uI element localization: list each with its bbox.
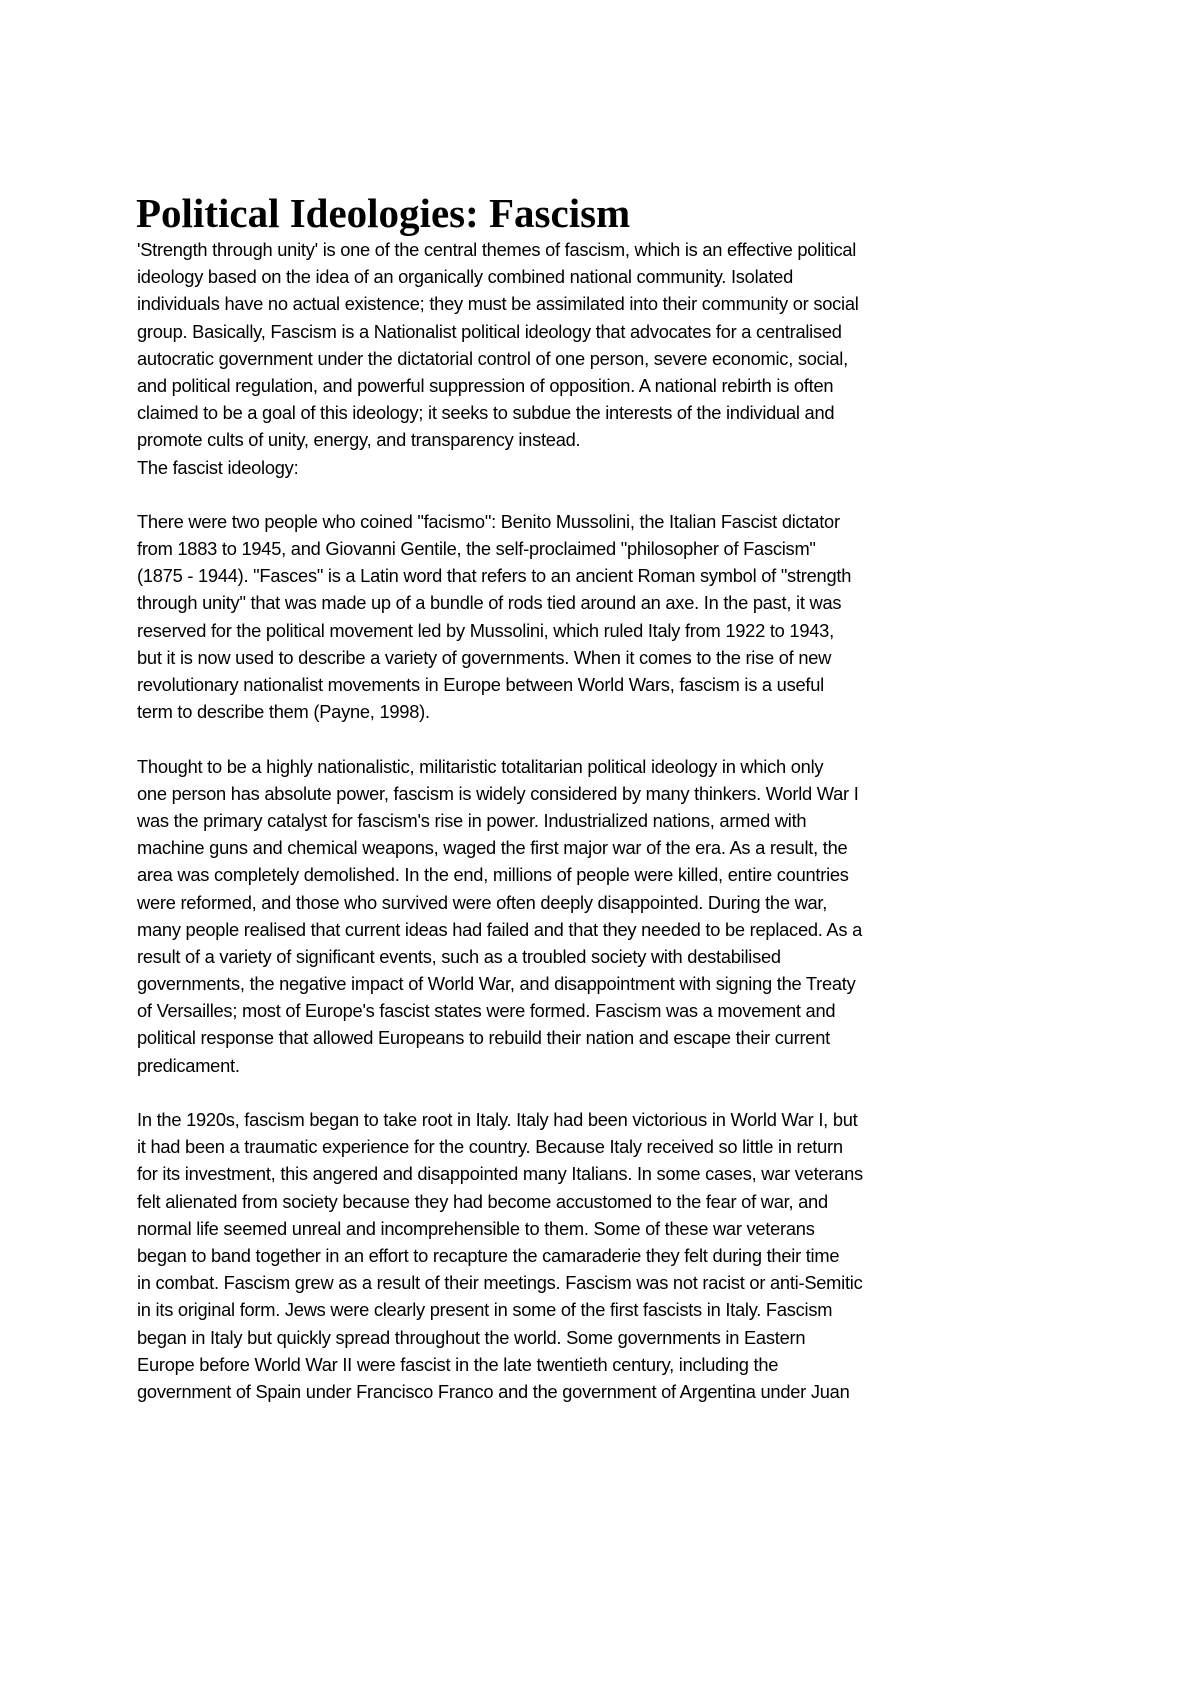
text-line: began to band together in an effort to recapture the camaraderie they felt during their time [137, 1244, 840, 1266]
text-line: one person has absolute power, fascism is widely considered by many thinkers. World War I [137, 782, 859, 804]
paragraph [137, 753, 977, 1079]
text-line: governments, the negative impact of World War, and disappointment with signing the Treaty [137, 973, 856, 995]
text-line: many people realised that current ideas had failed and that they needed to be replaced. As a [137, 918, 863, 940]
text-line: of Versailles; most of Europe's fascist states were formed. Fascism was a movement and [137, 1000, 836, 1022]
text-line: area was completely demolished. In the end, millions of people were killed, entire countries [137, 864, 849, 886]
paragraph [137, 236, 977, 481]
paragraph [137, 508, 977, 726]
text-line: government of Spain under Francisco Franco and the government of Argentina under Juan [137, 1380, 850, 1402]
text-line: The fascist ideology: [137, 456, 299, 478]
text-line: result of a variety of significant events, such as a troubled society with destabilised [137, 945, 781, 967]
text-line: from 1883 to 1945, and Giovanni Gentile, the self-proclaimed "philosopher of Fascism" [137, 538, 816, 560]
document-body [137, 236, 977, 1405]
text-line: through unity" that was made up of a bundle of rods tied around an axe. In the past, it was [137, 592, 842, 614]
text-line: machine guns and chemical weapons, waged the first major war of the era. As a result, the [137, 837, 848, 859]
text-line: was the primary catalyst for fascism's rise in power. Industrialized nations, armed with [137, 809, 807, 831]
text-line: individuals have no actual existence; they must be assimilated into their community or social [137, 293, 859, 315]
text-line: claimed to be a goal of this ideology; it seeks to subdue the interests of the individual and [137, 402, 835, 424]
text-line: normal life seemed unreal and incomprehensible to them. Some of these war veterans [137, 1217, 815, 1239]
text-line: reserved for the political movement led by Mussolini, which ruled Italy from 1922 to 1943, [137, 619, 834, 641]
text-line: political response that allowed Europeans to rebuild their nation and escape their current [137, 1027, 830, 1049]
text-line: Europe before World War II were fascist in the late twentieth century, including the [137, 1353, 779, 1375]
text-line: it had been a traumatic experience for the country. Because Italy received so little in return [137, 1136, 843, 1158]
text-line: in its original form. Jews were clearly present in some of the first fascists in Italy. Fascism [137, 1299, 833, 1321]
text-line: In the 1920s, fascism began to take root in Italy. Italy had been victorious in World War I, but [137, 1109, 858, 1130]
text-line: ideology based on the idea of an organically combined national community. Isolated [137, 266, 793, 288]
paragraph-gap [137, 481, 977, 508]
text-line: in combat. Fascism grew as a result of their meetings. Fascism was not racist or anti-Semitic [137, 1272, 863, 1294]
text-line: and political regulation, and powerful suppression of opposition. A national rebirth is often [137, 374, 834, 396]
text-line: for its investment, this angered and disappointed many Italians. In some cases, war veterans [137, 1163, 863, 1185]
text-line: term to describe them (Payne, 1998). [137, 701, 430, 723]
text-line: 'Strength through unity' is one of the central themes of fascism, which is an effective political [137, 239, 857, 260]
text-line: predicament. [137, 1054, 240, 1076]
text-line: revolutionary nationalist movements in Europe between World Wars, fascism is a useful [137, 674, 824, 695]
text-line: group. Basically, Fascism is a Nationalist political ideology that advocates for a centralised [137, 320, 842, 342]
text-line: but it is now used to describe a variety of governments. When it comes to the rise of new [137, 646, 832, 668]
text-line: began in Italy but quickly spread throughout the world. Some governments in Eastern [137, 1326, 806, 1348]
paragraph-gap [137, 1079, 977, 1106]
text-line: were reformed, and those who survived were often deeply disappointed. During the war, [137, 891, 828, 913]
paragraph [137, 1106, 977, 1405]
text-line: felt alienated from society because they had become accustomed to the fear of war, and [137, 1190, 828, 1212]
text-line: (1875 - 1944). "Fasces" is a Latin word that refers to an ancient Roman symbol of "strength [137, 565, 852, 587]
text-line: promote cults of unity, energy, and transparency instead. [137, 429, 581, 451]
paragraph-gap [137, 725, 977, 752]
text-line: There were two people who coined "facismo": Benito Mussolini, the Italian Fascist dictator [137, 510, 840, 532]
document-title: Political Ideologies: Fascism [136, 190, 631, 237]
text-line: autocratic government under the dictatorial control of one person, severe economic, social, [137, 347, 848, 369]
text-line: Thought to be a highly nationalistic, militaristic totalitarian political ideology in which only [137, 755, 824, 777]
